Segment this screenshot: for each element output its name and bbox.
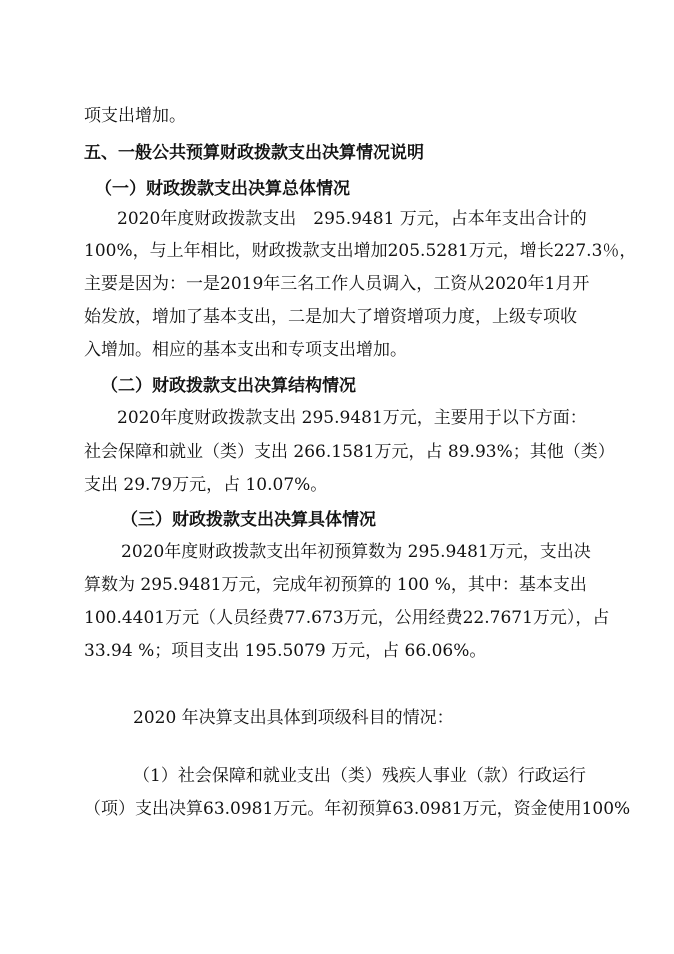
paragraph-line: 社会保障和就业（类）支出 266.1581万元，占 89.93%；其他（类）: [84, 442, 615, 462]
paragraph-line: 项支出增加。: [84, 106, 186, 126]
paragraph-line: 算数为 295.9481万元，完成年初预算的 100 %，其中：基本支出: [84, 575, 587, 595]
paragraph-line: 2020年度财政拨款支出 295.9481万元，主要用于以下方面：: [117, 408, 587, 428]
paragraph-line: 入增加。相应的基本支出和专项支出增加。: [84, 340, 407, 360]
paragraph-line: （项）支出决算63.0981万元。年初预算63.0981万元，资金使用100%: [84, 799, 631, 819]
paragraph-line: 始发放，增加了基本支出，二是加大了增资增项力度，上级专项收: [84, 307, 577, 327]
subsection-heading: （一）财政拨款支出决算总体情况: [95, 179, 350, 199]
paragraph-line: 100.4401万元（人员经费77.673万元，公用经费22.7671万元），占: [84, 608, 610, 628]
subsection-heading: （二）财政拨款支出决算结构情况: [101, 376, 356, 396]
section-heading: 五、一般公共预算财政拨款支出决算情况说明: [84, 143, 424, 163]
paragraph-line: 主要是因为：一是2019年三名工作人员调入，工资从2020年1月开: [84, 274, 590, 294]
paragraph-line: 100%，与上年相比，财政拨款支出增加205.5281万元，增长227.3％，: [84, 241, 637, 261]
paragraph-line: 2020 年决算支出具体到项级科目的情况：: [133, 708, 454, 728]
subsection-heading: （三）财政拨款支出决算具体情况: [121, 510, 376, 530]
paragraph-line: 33.94 %；项目支出 195.5079 万元，占 66.06%。: [84, 641, 487, 661]
paragraph-line: 支出 29.79万元，占 10.07%。: [84, 475, 328, 495]
paragraph-line: 2020年度财政拨款支出年初预算数为 295.9481万元，支出决: [121, 542, 591, 562]
paragraph-line: 2020年度财政拨款支出 295.9481 万元，占本年支出合计的: [117, 209, 587, 229]
paragraph-line: （1）社会保障和就业支出（类）残疾人事业（款）行政运行: [133, 766, 586, 786]
